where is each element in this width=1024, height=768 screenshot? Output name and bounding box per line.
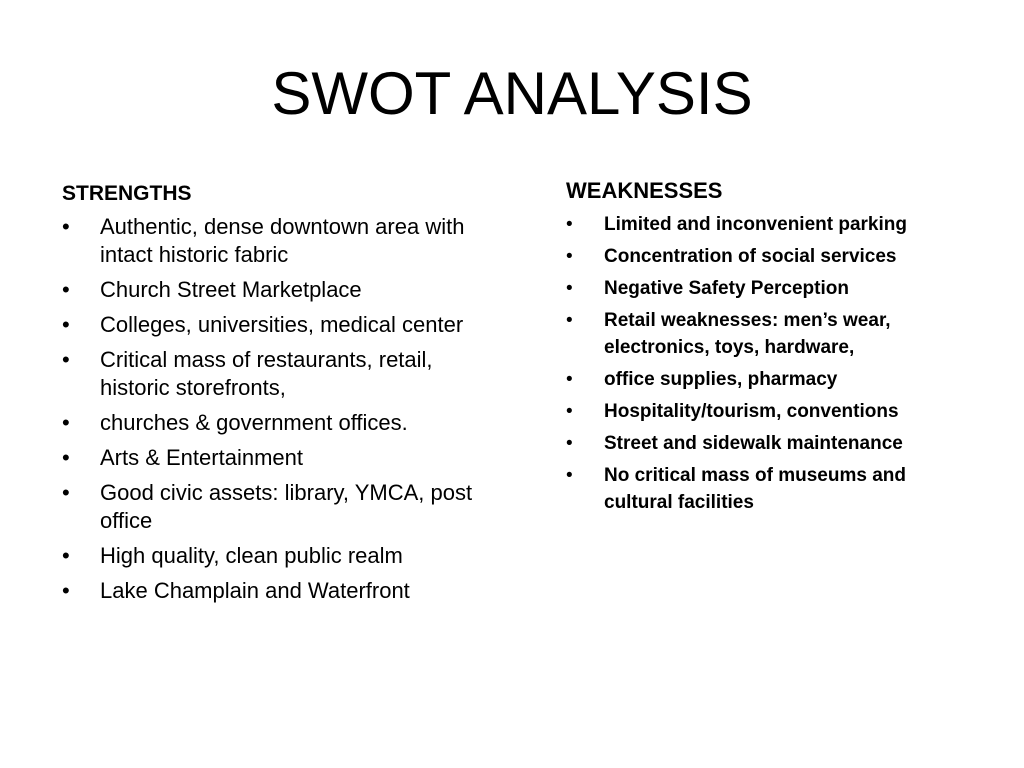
bullet-icon: • [566, 401, 573, 422]
weakness-item [566, 430, 966, 457]
bullet-icon: • [566, 433, 573, 454]
strength-item [62, 346, 502, 402]
weaknesses-heading: WEAKNESSES [566, 178, 723, 203]
strength-item [62, 577, 502, 605]
weakness-item [566, 275, 966, 302]
bullet-icon: • [62, 312, 70, 337]
weakness-text: Concentration of social services [604, 246, 897, 267]
weakness-text: Retail weaknesses: men’s wear, electronics, toys, hardware, [604, 310, 891, 358]
strength-text: Authentic, dense downtown area with intact historic fabric [100, 214, 465, 267]
strength-text: Critical mass of restaurants, retail, historic storefronts, [100, 347, 433, 400]
weakness-item [566, 398, 966, 425]
bullet-icon: • [566, 310, 573, 331]
strength-item [62, 276, 502, 304]
weakness-text: No critical mass of museums and cultural facilities [604, 465, 906, 513]
strengths-list [62, 213, 502, 605]
strength-text: Church Street Marketplace [100, 277, 362, 302]
strength-text: churches & government offices. [100, 410, 408, 435]
bullet-icon: • [566, 246, 573, 267]
strength-item [62, 409, 502, 437]
strength-text: High quality, clean public realm [100, 543, 403, 568]
strength-item [62, 311, 502, 339]
bullet-icon: • [566, 278, 573, 299]
bullet-icon: • [62, 543, 70, 568]
bullet-icon: • [62, 347, 70, 372]
weakness-text: Negative Safety Perception [604, 278, 849, 299]
strength-text: Arts & Entertainment [100, 445, 303, 470]
weakness-item [566, 366, 966, 393]
bullet-icon: • [566, 465, 573, 486]
strength-item [62, 479, 502, 535]
strength-item [62, 542, 502, 570]
strength-item [62, 444, 502, 472]
weakness-text: Limited and inconvenient parking [604, 214, 907, 235]
weakness-text: Hospitality/tourism, conventions [604, 401, 899, 422]
strength-item [62, 213, 502, 269]
strengths-heading: STRENGTHS [62, 182, 192, 205]
weakness-text: Street and sidewalk maintenance [604, 433, 903, 454]
slide-title: SWOT ANALYSIS [271, 60, 753, 127]
bullet-icon: • [62, 277, 70, 302]
strength-text: Colleges, universities, medical center [100, 312, 464, 337]
bullet-icon: • [62, 214, 70, 239]
weaknesses-column [566, 177, 966, 521]
weakness-text: office supplies, pharmacy [604, 369, 838, 390]
weakness-item [566, 462, 966, 516]
bullet-icon: • [62, 410, 70, 435]
bullet-icon: • [62, 480, 70, 505]
strength-text: Good civic assets: library, YMCA, post office [100, 480, 473, 533]
weakness-item [566, 243, 966, 270]
bullet-icon: • [566, 369, 573, 390]
weaknesses-list [566, 211, 966, 516]
weakness-item [566, 307, 966, 361]
strength-text: Lake Champlain and Waterfront [100, 578, 410, 603]
bullet-icon: • [62, 578, 70, 603]
bullet-icon: • [62, 445, 70, 470]
weakness-item [566, 211, 966, 238]
strengths-column [62, 180, 502, 612]
bullet-icon: • [566, 214, 573, 235]
